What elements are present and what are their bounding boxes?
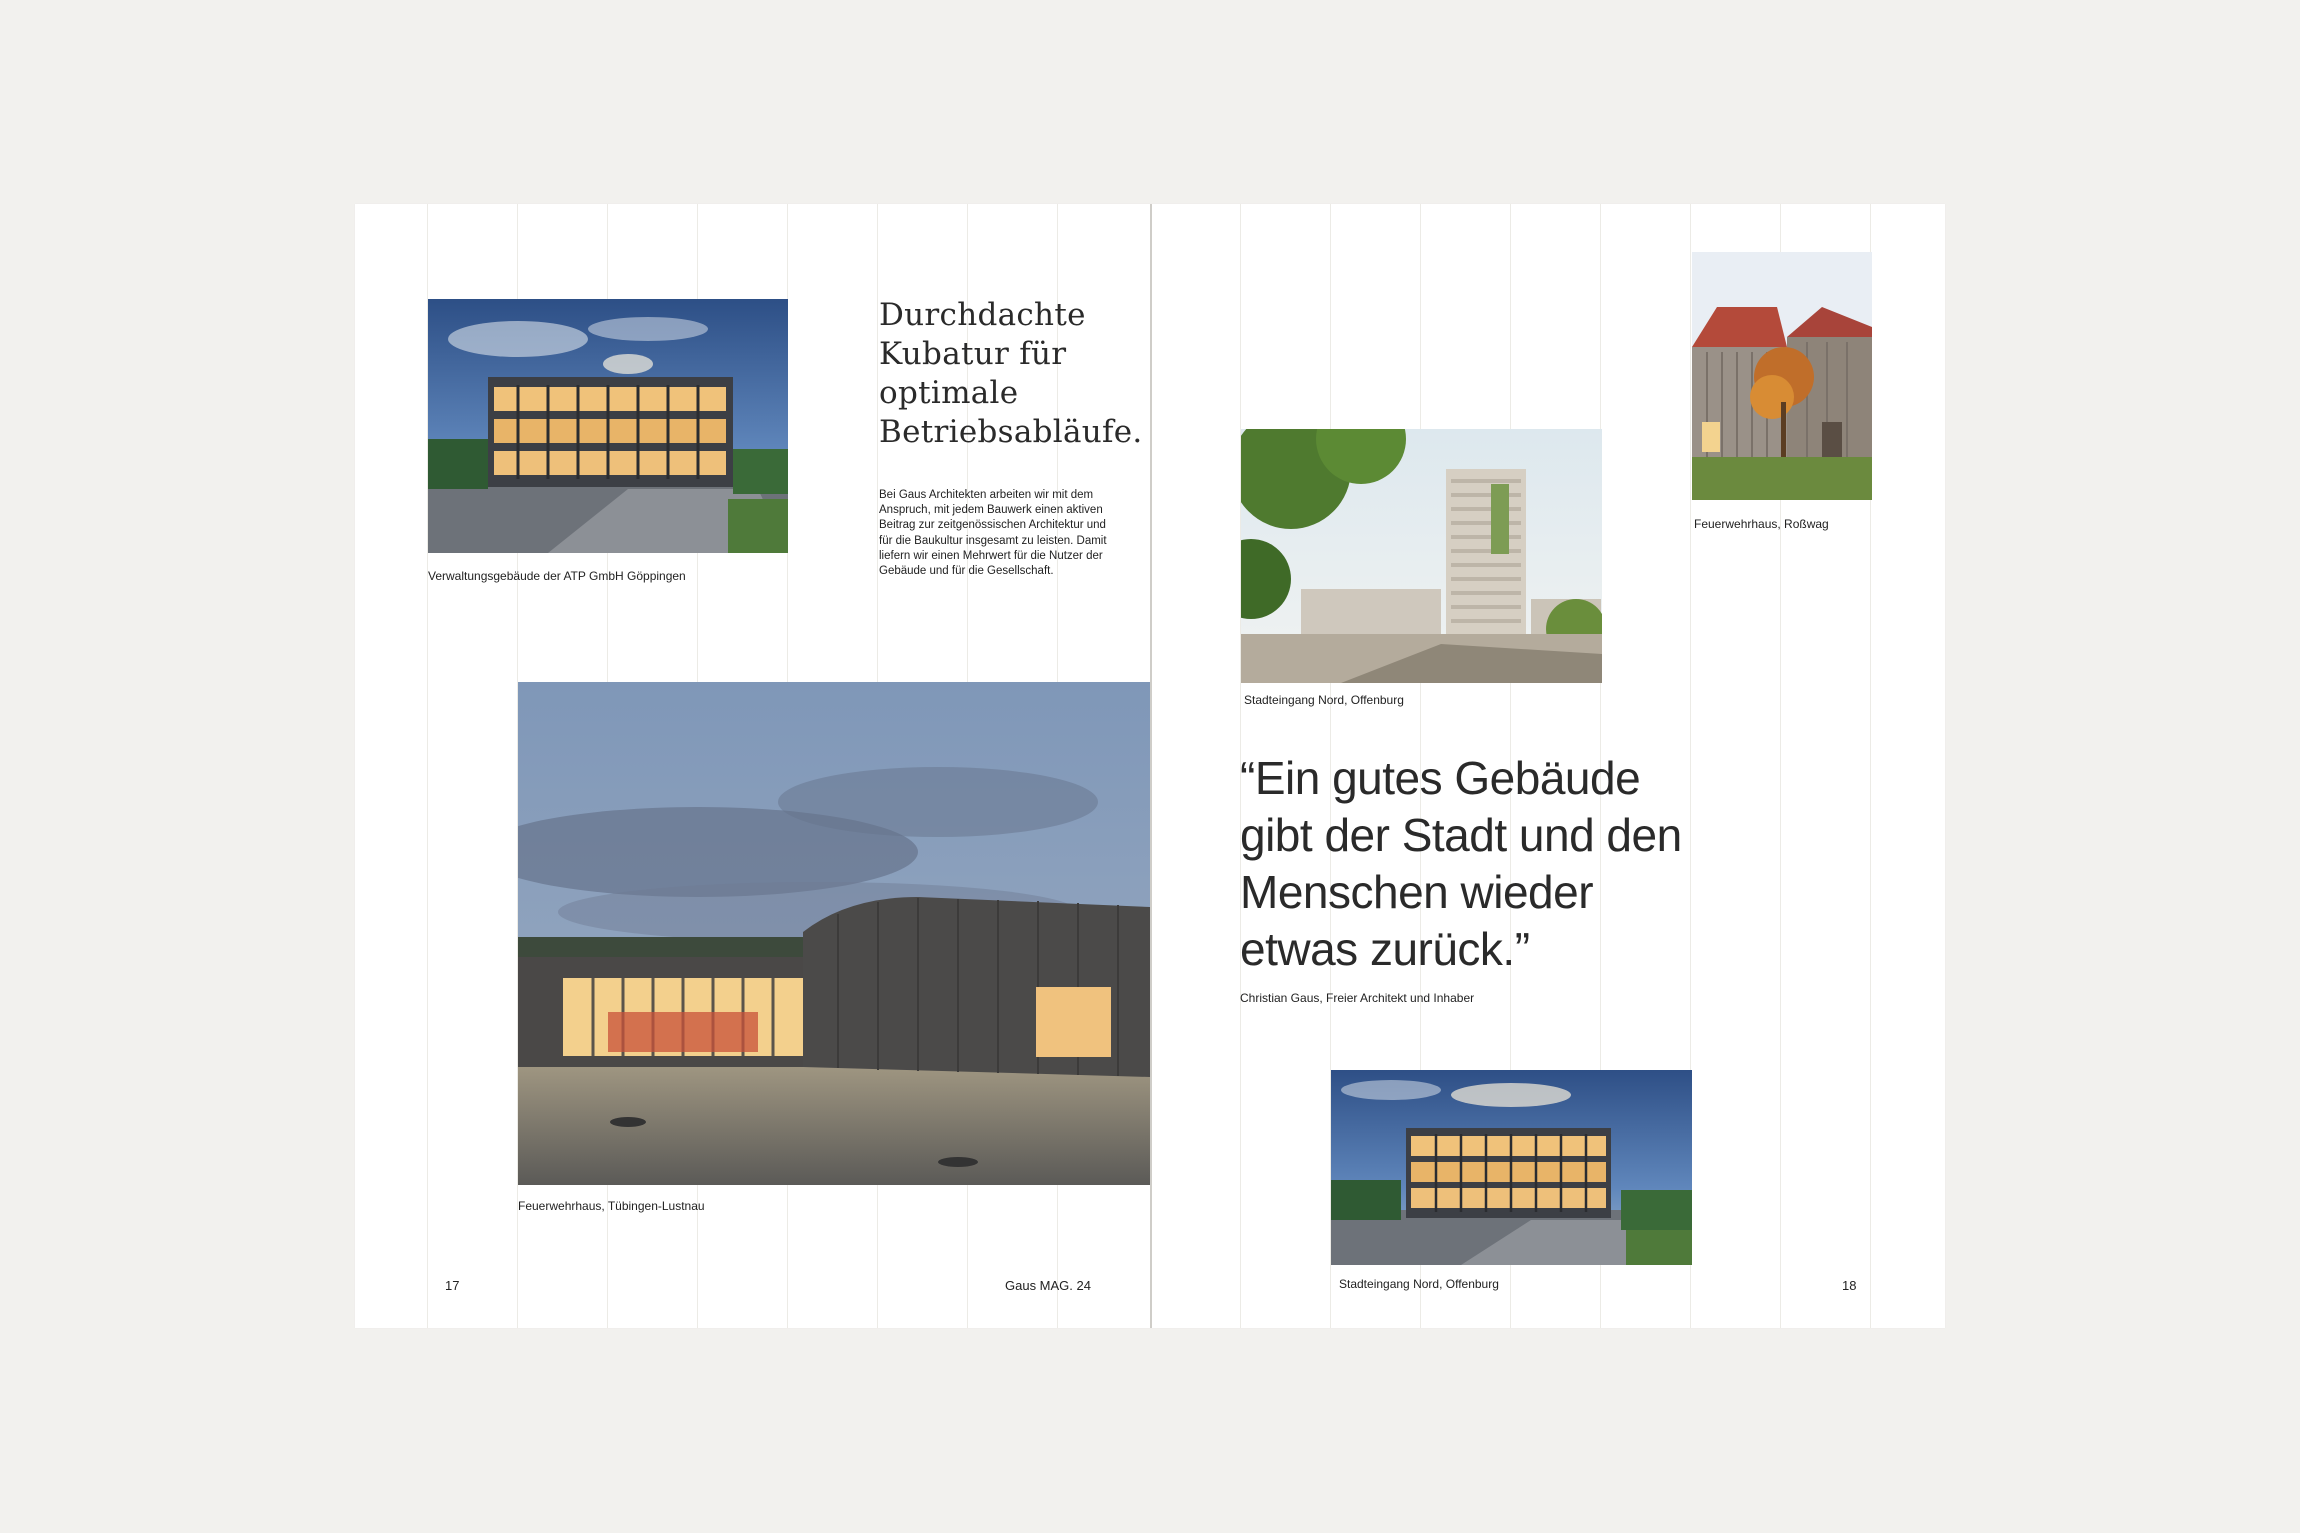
body-line: Beitrag zur zeitgenössischen Architektur und — [879, 519, 1106, 532]
quote-line: Menschen wieder — [1240, 866, 1594, 918]
quote-line: etwas zurück.” — [1240, 923, 1530, 975]
offenburg-tower-rendering — [1241, 429, 1602, 683]
lustnau-photo-caption: Feuerwehrhaus, Tübingen-Lustnau — [518, 1199, 705, 1213]
body-line: Anspruch, mit jedem Bauwerk einen aktiven — [879, 504, 1103, 517]
pull-quote — [1240, 750, 1800, 978]
fire-station-lustnau-photo — [518, 682, 1150, 1185]
offenburg-bottom-caption: Stadteingang Nord, Offenburg — [1339, 1277, 1499, 1291]
headline-line: Betriebsabläufe. — [879, 414, 1143, 450]
quote-attribution: Christian Gaus, Freier Architekt und Inhaber — [1240, 991, 1475, 1005]
body-line: Gebäude und für die Gesellschaft. — [879, 565, 1054, 578]
offenburg-tower-caption: Stadteingang Nord, Offenburg — [1244, 693, 1404, 707]
intro-paragraph — [879, 488, 1139, 579]
rosswag-photo-caption: Feuerwehrhaus, Roßwag — [1694, 517, 1829, 531]
running-title: Gaus MAG. 24 — [1005, 1278, 1091, 1293]
quote-line: “Ein gutes Gebäude — [1240, 752, 1641, 804]
page-headline — [879, 296, 1159, 452]
magazine-spread — [355, 204, 1945, 1328]
headline-line: Kubatur für — [879, 336, 1067, 372]
body-line: für die Baukultur insgesamt zu leisten. Damit — [879, 534, 1107, 547]
body-line: Bei Gaus Architekten arbeiten wir mit dem — [879, 489, 1094, 501]
atp-building-photo — [428, 299, 788, 553]
page-number-right: 18 — [1842, 1278, 1857, 1293]
offenburg-bottom-photo — [1331, 1070, 1692, 1265]
headline-line: optimale — [879, 375, 1019, 411]
headline-line: Durchdachte — [879, 297, 1086, 333]
page-number-left: 17 — [445, 1278, 460, 1293]
fire-station-rosswag-photo — [1692, 252, 1872, 500]
body-line: liefern wir einen Mehrwert für die Nutzer der — [879, 549, 1103, 562]
quote-line: gibt der Stadt und den — [1240, 809, 1682, 861]
atp-photo-caption: Verwaltungsgebäude der ATP GmbH Göppingen — [428, 569, 686, 583]
